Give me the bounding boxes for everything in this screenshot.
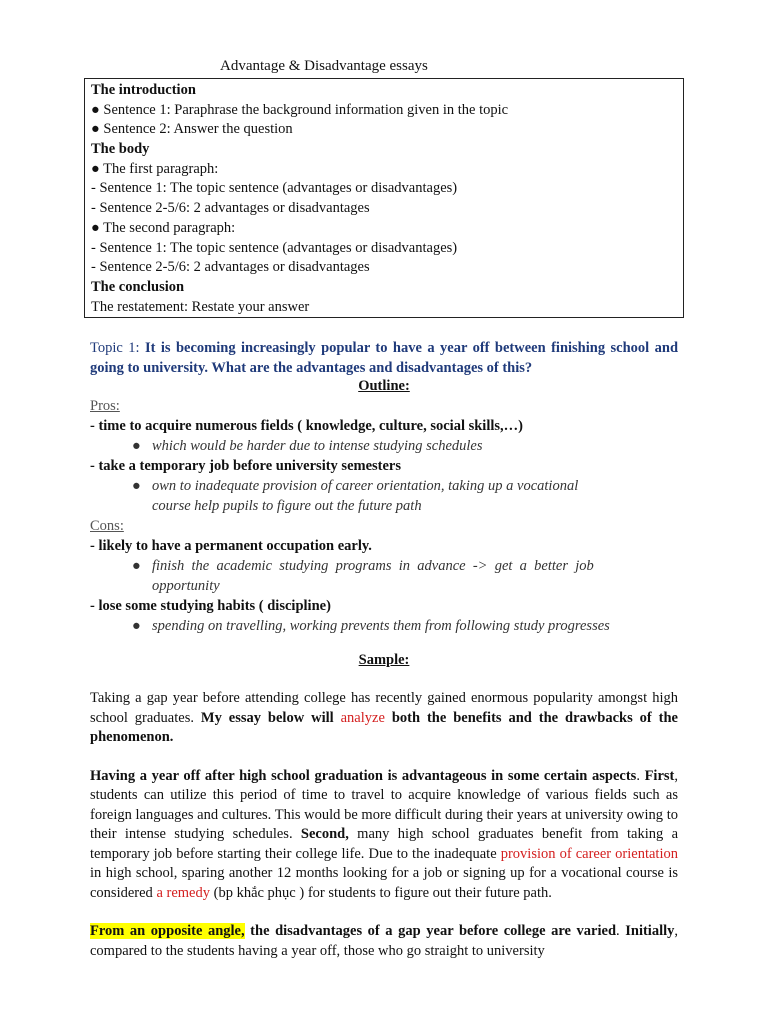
- intro-s1-text: Sentence 1: Paraphrase the background information given in the topic: [103, 101, 509, 118]
- p1-text: The first paragraph:: [103, 160, 219, 177]
- p1-part-b: My essay below will: [200, 709, 341, 726]
- bullet-icon: ●: [132, 478, 141, 494]
- conclusion-text: The restatement: Restate your answer: [91, 298, 310, 315]
- con-item-1: - likely to have a permanent occupation early.: [90, 538, 372, 554]
- p2-sentence-2: - Sentence 2-5/6: 2 advantages or disadvantages: [91, 259, 370, 276]
- p1-sentence-2: - Sentence 2-5/6: 2 advantages or disadvantages: [91, 200, 370, 217]
- con-item-1-detail-cont: [90, 576, 678, 596]
- intro-heading: The introduction: [91, 82, 196, 98]
- first-paragraph: [91, 160, 683, 180]
- p2-part-h: in high school, sparing another 12 months looking for a job or signing up for a vocational course is considered: [90, 865, 678, 901]
- p3-initially: Initially: [625, 923, 675, 939]
- document-title: Advantage & Disadvantage essays: [220, 58, 428, 74]
- topic-text: It is becoming increasingly popular to have a year off between finishing school and going to university. What are the advantages and disadvantages of this?: [90, 340, 679, 376]
- topic-question: [90, 338, 678, 378]
- pro-item-2-detail-cont: [90, 496, 678, 516]
- topic-colon: :: [135, 340, 145, 356]
- outline-section: [90, 376, 678, 636]
- p2-first: First: [644, 767, 675, 784]
- pro1-sub-text: which would be harder due to intense studying schedules: [152, 438, 483, 454]
- cons-label: Cons:: [90, 518, 124, 534]
- body-heading: The body: [91, 141, 150, 158]
- p3-part-e: , compared to the students having a year off, those who go straight to university: [90, 923, 679, 959]
- con-item-2-detail: [90, 616, 678, 636]
- pro-item-2-detail: [90, 476, 678, 496]
- outline-heading: Outline:: [358, 378, 410, 394]
- bullet-icon: ●: [91, 160, 100, 177]
- intro-s2-text: Sentence 2: Answer the question: [103, 121, 293, 138]
- p2-red-remedy: a remedy: [156, 884, 210, 901]
- pro2-sub-text-2: course help pupils to figure out the future path: [152, 498, 422, 514]
- p2-second: Second,: [300, 826, 349, 842]
- sample-section: [90, 650, 678, 961]
- p1-part-a: Taking a gap year before attending college has recently gained enormous popularity amongst high school graduates.: [90, 690, 678, 726]
- intro-sentence-1: [91, 101, 683, 121]
- p2-part-j: (bp khắc phục ) for students to figure out their future path.: [209, 884, 552, 901]
- second-paragraph: [91, 219, 683, 239]
- p2-red-provision: provision of career orientation: [500, 845, 678, 862]
- con2-sub-text: spending on travelling, working prevents them from following study progresses: [152, 618, 610, 634]
- p3-part-b: the disadvantages of a gap year before college are varied: [244, 923, 617, 939]
- sample-heading: Sample:: [358, 652, 410, 668]
- con-item-2: - lose some studying habits ( discipline): [90, 598, 331, 614]
- sample-paragraph-1: [90, 689, 678, 748]
- p2-part-b: .: [636, 767, 645, 784]
- bullet-icon: ●: [91, 219, 100, 236]
- p1-highlight-analyze: analyze: [340, 709, 385, 726]
- p3-highlight-angle: From an opposite angle,: [90, 923, 245, 939]
- p3-part-c: .: [616, 923, 626, 939]
- bullet-icon: ●: [132, 558, 141, 574]
- bullet-icon: ●: [91, 101, 100, 118]
- topic-label: Topic 1: [90, 340, 136, 356]
- sample-paragraph-2: [90, 767, 678, 904]
- pro2-sub-text-1: own to inadequate provision of career orientation, taking up a vocational: [152, 478, 579, 494]
- p2-sentence-1: - Sentence 1: The topic sentence (advantages or disadvantages): [91, 239, 458, 256]
- intro-sentence-2: [91, 120, 683, 140]
- p2-part-d: , students can utilize this period of time to travel to acquire knowledge of various fields such as foreign languages and cultures. This would be more difficult during their years at university owing to their intense studying schedules.: [90, 767, 678, 842]
- essay-structure-box: [84, 78, 684, 318]
- p1-sentence-1: - Sentence 1: The topic sentence (advantages or disadvantages): [91, 180, 458, 197]
- p2-part-f: many high school graduates benefit from taking a temporary job before starting their college life. Due to the inadequate: [90, 826, 679, 862]
- con1-sub-text-2: opportunity: [152, 578, 220, 594]
- bullet-icon: ●: [132, 618, 141, 634]
- p2-part-a: Having a year off after high school graduation is advantageous in some certain aspects: [90, 767, 637, 784]
- con-item-1-detail: [90, 556, 678, 576]
- pro-item-1: - time to acquire numerous fields ( knowledge, culture, social skills,…): [90, 418, 523, 434]
- pros-label: Pros:: [90, 398, 120, 414]
- pro-item-2: - take a temporary job before university semesters: [90, 458, 401, 474]
- p2-text: The second paragraph:: [103, 219, 236, 236]
- p1-part-d: both the benefits and the drawbacks of the phenomenon.: [90, 709, 678, 745]
- con1-sub-text-1: finish the academic studying programs in advance -> get a better job: [152, 558, 594, 574]
- pro-item-1-detail: [90, 436, 678, 456]
- sample-paragraph-3: [90, 922, 678, 961]
- bullet-icon: ●: [132, 438, 141, 454]
- bullet-icon: ●: [91, 121, 100, 138]
- conclusion-heading: The conclusion: [91, 278, 185, 295]
